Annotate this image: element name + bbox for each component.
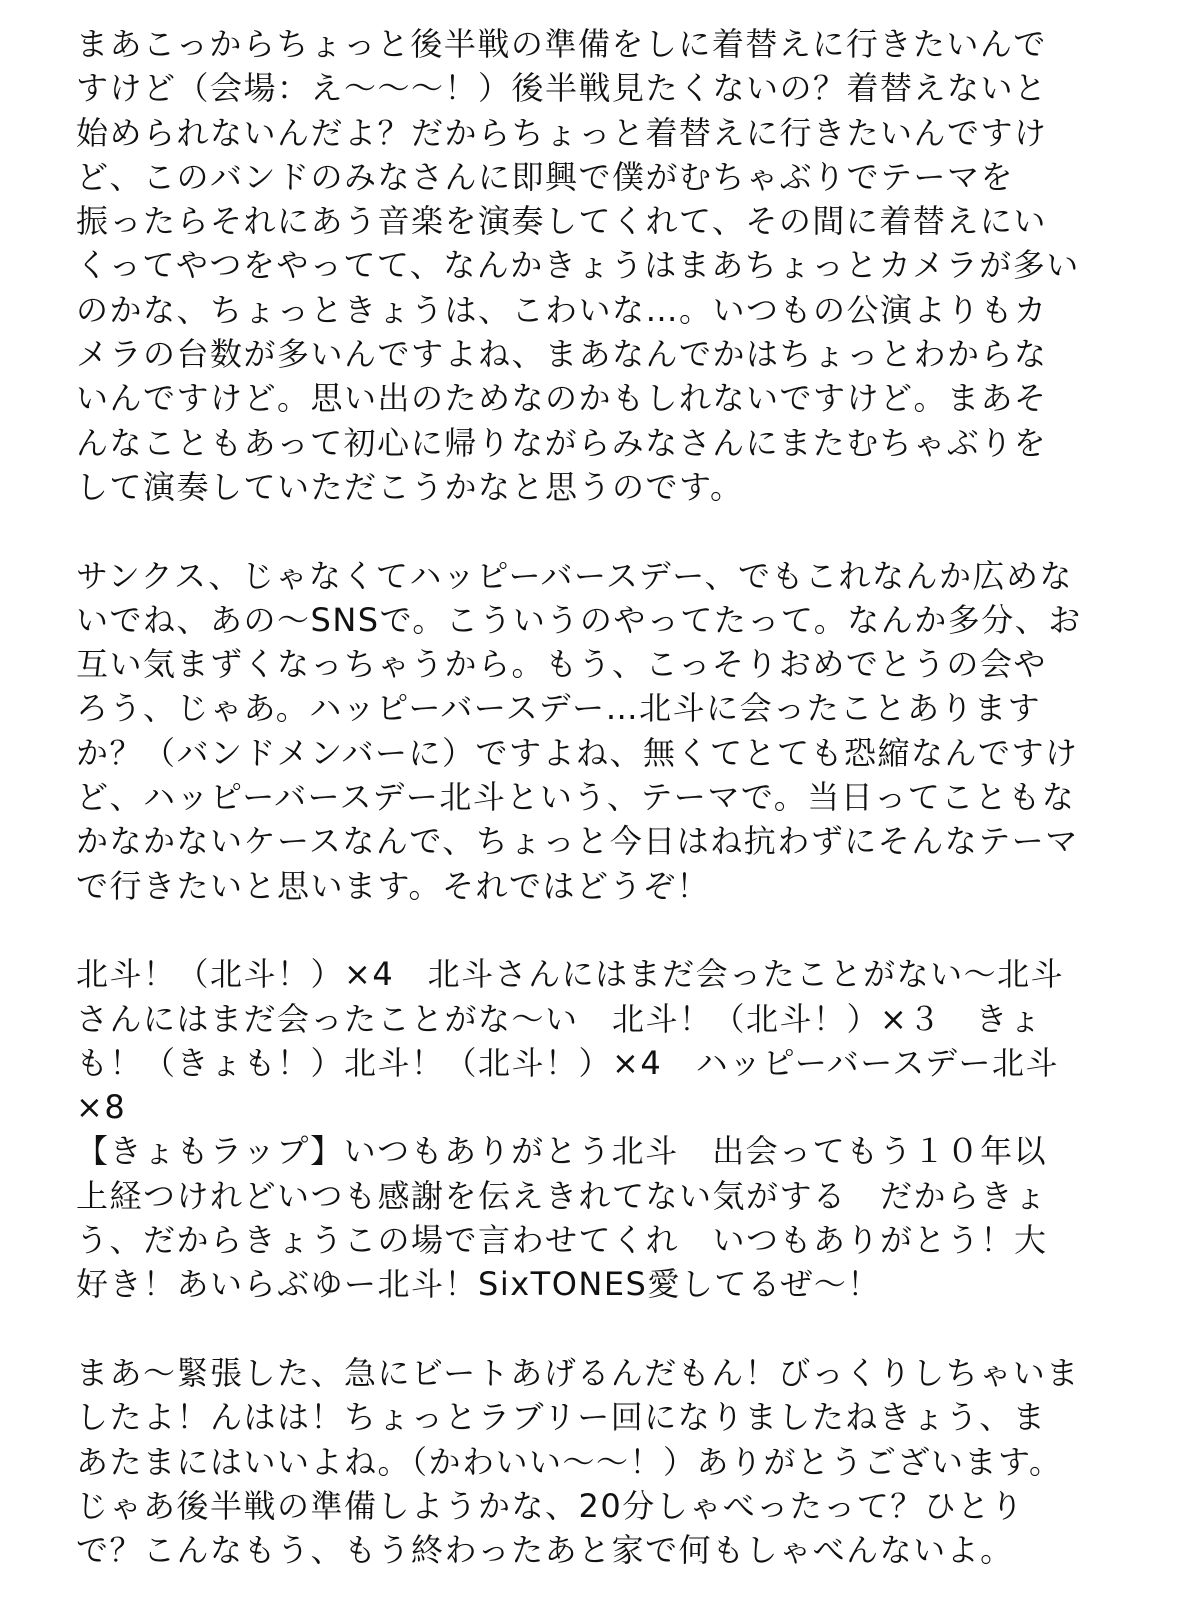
- paragraph-gap: [76, 509, 1136, 553]
- transcript-document: [76, 22, 1136, 1572]
- text-line: んなこともあって初心に帰りながらみなさんにまたむちゃぶりを: [76, 423, 1048, 462]
- paragraph-intro: [76, 22, 1136, 509]
- text-line: 振ったらそれにあう音楽を演奏してくれて、その間に着替えにい: [76, 202, 1047, 241]
- text-line: 始められないんだよ？だからちょっと着替えに行きたいんですけ: [76, 113, 1048, 152]
- text-line: 互い気まずくなっちゃうから。もう、こっそりおめでとうの会や: [76, 645, 1047, 684]
- text-line: 上経つけれどいつも感謝を伝えきれてない気がする だからきょ: [76, 1176, 1048, 1215]
- paragraph-gap: [76, 1307, 1136, 1351]
- text-line: ろう、じゃあ。ハッピーバースデー…北斗に会ったことあります: [76, 689, 1042, 728]
- text-line: メラの台数が多いんですよね、まあなんでかはちょっとわからな: [76, 335, 1048, 374]
- paragraph-closing: [76, 1351, 1136, 1572]
- text-line: して演奏していただこうかなと思うのです。: [76, 467, 744, 506]
- text-line: ど、このバンドのみなさんに即興で僕がむちゃぶりでテーマを: [76, 157, 1015, 196]
- text-line: さんにはまだ会ったことがな〜い 北斗！（北斗！）×３ きょ: [76, 999, 1043, 1038]
- text-line: じゃあ後半戦の準備しようかな、20分しゃべったって？ひとり: [76, 1486, 1025, 1525]
- text-line: ×8: [76, 1088, 127, 1127]
- paragraph-birthday: [76, 554, 1136, 908]
- paragraph-gap: [76, 908, 1136, 952]
- text-line: 【きょもラップ】いつもありがとう北斗 出会ってもう１０年以: [76, 1132, 1048, 1171]
- text-line: まあ〜緊張した、急にビートあげるんだもん！びっくりしちゃいま: [76, 1353, 1080, 1392]
- text-line: ど、ハッピーバースデー北斗という、テーマで。当日ってこともな: [76, 778, 1076, 817]
- text-line: まあこっからちょっと後半戦の準備をしに着替えに行きたいんで: [76, 25, 1047, 63]
- text-line: したよ！んはは！ちょっとラブリー回になりましたねきょう、ま: [76, 1398, 1047, 1437]
- text-line: で行きたいと思います。それではどうぞ！: [76, 866, 710, 905]
- text-line: のかな、ちょっときょうは、こわいな…。いつもの公演よりもカ: [76, 290, 1048, 329]
- text-line: いでね、あの〜SNSで。こういうのやってたって。なんか多分、お: [76, 600, 1082, 639]
- text-line: かなかないケースなんで、ちょっと今日はね抗わずにそんなテーマ: [76, 822, 1079, 861]
- text-line: う、だからきょうこの場で言わせてくれ いつもありがとう！大: [76, 1221, 1048, 1260]
- text-line: 北斗！（北斗！）×4 北斗さんにはまだ会ったことがない〜北斗: [76, 955, 1065, 994]
- text-line: も！（きょも！）北斗！（北斗！）×4 ハッピーバースデー北斗: [76, 1043, 1060, 1082]
- text-line: いんですけど。思い出のためなのかもしれないですけど。まあそ: [76, 379, 1048, 418]
- paragraph-song: [76, 952, 1136, 1306]
- text-line: か？（バンドメンバーに）ですよね、無くてとても恐縮なんですけ: [76, 733, 1079, 772]
- text-line: くってやつをやってて、なんかきょうはまあちょっとカメラが多い: [76, 246, 1080, 285]
- text-line: あたまにはいいよね。（かわいい〜〜！）ありがとうございます。: [76, 1442, 1063, 1481]
- text-line: すけど（会場：え〜〜〜！）後半戦見たくないの？着替えないと: [76, 69, 1048, 108]
- text-line: で？こんなもう、もう終わったあと家で何もしゃべんないよ。: [76, 1531, 1014, 1570]
- text-line: サンクス、じゃなくてハッピーバースデー、でもこれなんか広めな: [76, 556, 1074, 595]
- text-line: 好き！あいらぶゆー北斗！SixTONES愛してるぜ〜！: [76, 1265, 881, 1304]
